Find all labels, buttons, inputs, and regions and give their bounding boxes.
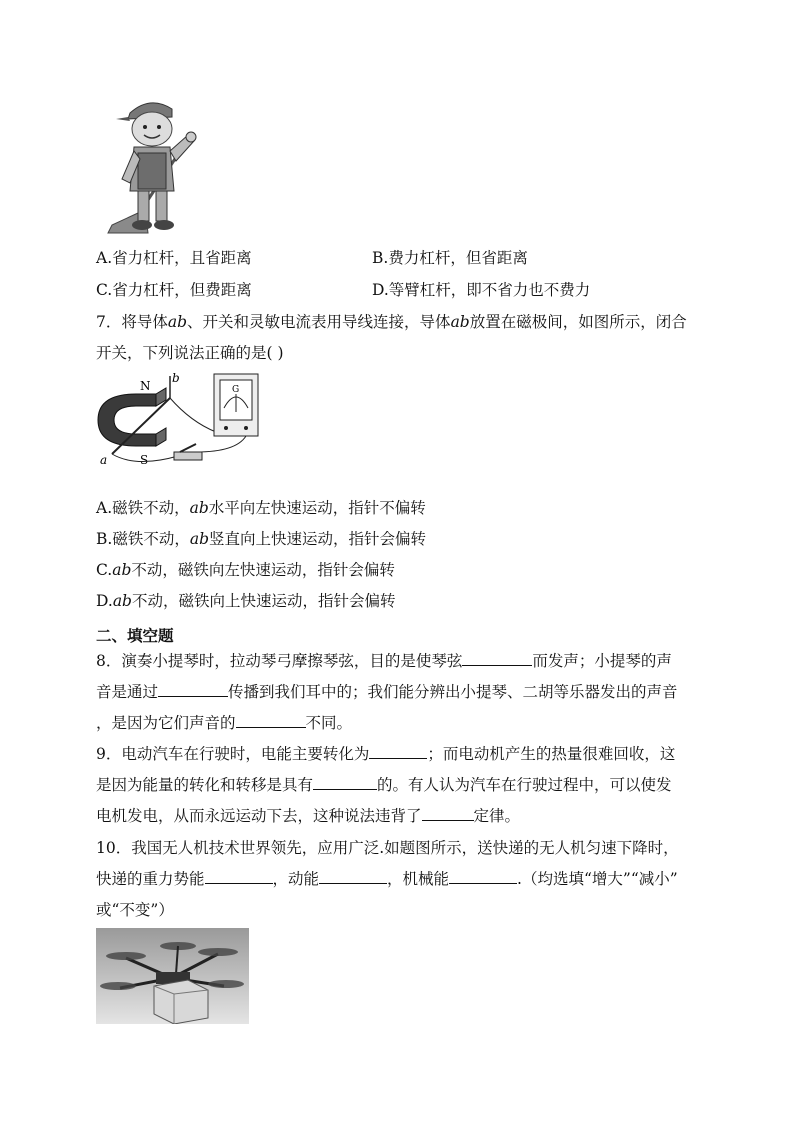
q7-stem-line2: 开关，下列说法正确的是( ) — [96, 344, 284, 362]
conductor-label-b: b — [172, 372, 180, 385]
q10-blank-3[interactable] — [449, 869, 517, 884]
q9-blank-2[interactable] — [313, 775, 377, 790]
magnet-pole-n: N — [140, 379, 151, 393]
conductor-label-a: a — [100, 453, 108, 467]
q9-line3: 电机发电，从而永远运动下去，这种说法违背了 定律。 — [96, 807, 521, 825]
q7-option-d: D.ab不动，磁铁向上快速运动，指针会偏转 — [96, 592, 396, 610]
q8-blank-2[interactable] — [158, 682, 228, 697]
q10-blank-1[interactable] — [205, 869, 273, 884]
q6-option-b: B.费力杠杆，但省距离 — [372, 249, 528, 267]
q7-option-c: C.ab不动，磁铁向左快速运动，指针会偏转 — [96, 561, 395, 579]
q7-option-a: A.磁铁不动，ab水平向左快速运动，指针不偏转 — [96, 499, 426, 517]
q10-line2: 快递的重力势能 ，动能 ，机械能 .（均选填“增大”“减小” — [96, 870, 678, 888]
q8-blank-1[interactable] — [462, 651, 532, 666]
q10-line3: 或“不变”） — [96, 901, 174, 919]
section-title-fill-in: 二、填空题 — [96, 626, 174, 645]
sweeping-boy-illustration — [100, 95, 210, 235]
delivery-drone-photo — [96, 928, 249, 1024]
q7-option-b: B.磁铁不动，ab竖直向上快速运动，指针会偏转 — [96, 530, 427, 548]
magnet-pole-s: S — [140, 453, 149, 467]
q8-line2: 音是通过 传播到我们耳中的；我们能分辨出小提琴、二胡等乐器发出的声音 — [96, 683, 678, 701]
q8-blank-3[interactable] — [236, 713, 306, 728]
q7-stem-line1: 7．将导体ab、开关和灵敏电流表用导线连接，导体ab放置在磁极间，如图所示，闭合 — [96, 313, 687, 331]
q6-option-c: C.省力杠杆，但费距离 — [96, 281, 252, 299]
q6-option-d: D.等臂杠杆，即不省力也不费力 — [372, 281, 591, 299]
q9-line1: 9．电动汽车在行驶时，电能主要转化为 ；而电动机产生的热量很难回收，这 — [96, 745, 676, 763]
q9-line2: 是因为能量的转化和转移是具有 的。有人认为汽车在行驶过程中，可以使发 — [96, 776, 672, 794]
q10-line1: 10．我国无人机技术世界领先，应用广泛.如题图所示，送快递的无人机匀速下降时， — [96, 839, 679, 857]
q8-line1: 8．演奏小提琴时，拉动琴弓摩擦琴弦，目的是使琴弦 而发声；小提琴的声 — [96, 652, 672, 670]
q9-blank-1[interactable] — [369, 744, 427, 759]
q9-blank-3[interactable] — [422, 806, 474, 821]
induction-circuit-diagram — [96, 372, 266, 472]
galvanometer-label-g: G — [232, 385, 240, 395]
q10-blank-2[interactable] — [319, 869, 387, 884]
q8-line3: ，是因为它们声音的 不同。 — [96, 714, 353, 732]
q6-option-a: A.省力杠杆，且省距离 — [96, 249, 252, 267]
